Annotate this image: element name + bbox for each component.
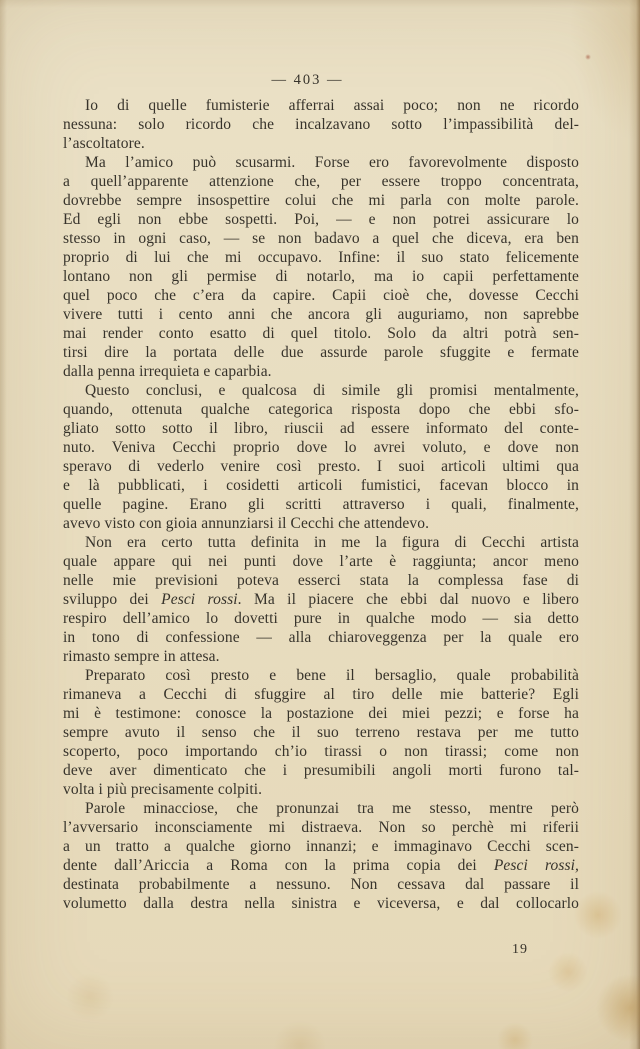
page-body	[63, 96, 579, 913]
text-line: scoperto, poco importando ch’io tirassi o non tirassi; come non	[63, 743, 579, 760]
paragraph	[63, 666, 579, 799]
text-line: l’avversario inconsciamente mi distraeva. Non so perchè mi riferii	[63, 819, 579, 836]
text-line: rimasto sempre in attesa.	[63, 648, 220, 665]
text-line: quale appare qui nei punti dove l’arte è raggiunta; ancor meno	[63, 553, 579, 570]
text-line: quelle pagine. Erano gli scritti attraverso i quali, finalmente,	[63, 496, 579, 513]
text-line: Parole minacciose, che pronunzai tra me stesso, mentre però	[85, 800, 579, 817]
text-line: sempre avuto il senso che il suo terreno restava per me tutto	[63, 724, 579, 741]
text-line: dovrebbe sempre insospettire colui che mi parla con molte parole.	[63, 192, 579, 209]
text-line: nuto. Veniva Cecchi proprio dove lo avrei voluto, e dove non	[63, 439, 579, 456]
text-line: l’ascoltatore.	[63, 135, 145, 152]
paragraph	[63, 96, 579, 153]
text-line: tirsi dire la portata delle due assurde parole sfuggite e fermate	[63, 344, 579, 361]
text-line: mi è testimone: conosce la postazione dei miei pezzi; e forse ha	[63, 705, 579, 722]
text-line: quando, ottenuta qualche categorica risposta dopo che ebbi sfo-	[63, 401, 579, 418]
text-line: lontano non gli permise di notarlo, ma io capii perfettamente	[63, 268, 579, 285]
text-line: Io di quelle fumisterie afferrai assai poco; non ne ricordo	[85, 97, 579, 114]
text-line: Ed egli non ebbe sospetti. Poi, — e non potrei assicurare lo	[63, 211, 579, 228]
text-line: dente dall’Ariccia a Roma con la prima copia dei Pesci rossi,	[63, 857, 579, 874]
text-line: sviluppo dei Pesci rossi. Ma il piacere che ebbi dal nuovo e libero	[63, 591, 579, 608]
text-line: deve aver dimenticato che i presumibili angoli morti furono tal-	[63, 762, 579, 779]
footer-signature-number: 19	[512, 942, 528, 957]
text-line: e là pubblicati, i cosidetti articoli fumistici, facevan blocco in	[63, 477, 579, 494]
text-line: quel poco che c’era da capire. Capii cioè che, dovesse Cecchi	[63, 287, 579, 304]
text-line: Preparato così presto e bene il bersaglio, quale probabilità	[85, 667, 579, 684]
text-line: volta i più precisamente colpiti.	[63, 781, 263, 798]
text-line: Ma l’amico può scusarmi. Forse ero favorevolmente disposto	[85, 154, 579, 171]
text-line: avevo visto con gioia annunziarsi il Cecchi che attendevo.	[63, 515, 430, 532]
text-line: vivere tutti i cento anni che ancora gli auguriamo, non saprebbe	[63, 306, 579, 323]
text-line: in tono di confessione — alla chiaroveggenza per la quale ero	[63, 629, 579, 646]
text-line: respiro dell’amico lo dovetti pure in qualche modo — sia detto	[63, 610, 579, 627]
text-line: destinata probabilmente a nessuno. Non cessava dal passare il	[63, 876, 579, 893]
text-line: a un tratto a qualche giorno innanzi; e immaginavo Cecchi scen-	[63, 838, 579, 855]
text-line: mai render conto esatto di quel titolo. Solo da altri potrà sen-	[63, 325, 579, 342]
text-line: nelle mie previsioni poteva esserci stata la complessa fase di	[63, 572, 579, 589]
paragraph	[63, 799, 579, 913]
text-line: rimaneva a Cecchi di sfuggire al tiro delle mie batterie? Egli	[63, 686, 579, 703]
text-line: gliato sotto sotto il libro, riuscii ad essere informato del conte-	[63, 420, 579, 437]
text-line: speravo di vederlo venire così presto. I suoi articoli ultimi qua	[63, 458, 579, 475]
paragraph	[63, 153, 579, 381]
text-line: stesso in ogni caso, — se non badavo a quel che diceva, era ben	[63, 230, 579, 247]
text-line: nessuna: solo ricordo che incalzavano sotto l’impassibilità del-	[63, 116, 579, 133]
text-line: Non era certo tutta definita in me la figura di Cecchi artista	[85, 534, 579, 551]
paragraph	[63, 533, 579, 666]
paragraph	[63, 381, 579, 533]
text-line: volumetto dalla destra nella sinistra e viceversa, e dal collocarlo	[63, 895, 579, 912]
text-line: dalla penna irrequieta e caparbia.	[63, 363, 272, 380]
page-header-number: — 403 —	[271, 72, 344, 88]
text-line: proprio di lui che mi occupavo. Infine: il suo stato felicemente	[63, 249, 579, 266]
text-line: a quell’apparente attenzione che, per essere troppo concentrata,	[63, 173, 579, 190]
text-line: Questo conclusi, e qualcosa di simile gli promisi mentalmente,	[85, 382, 579, 399]
